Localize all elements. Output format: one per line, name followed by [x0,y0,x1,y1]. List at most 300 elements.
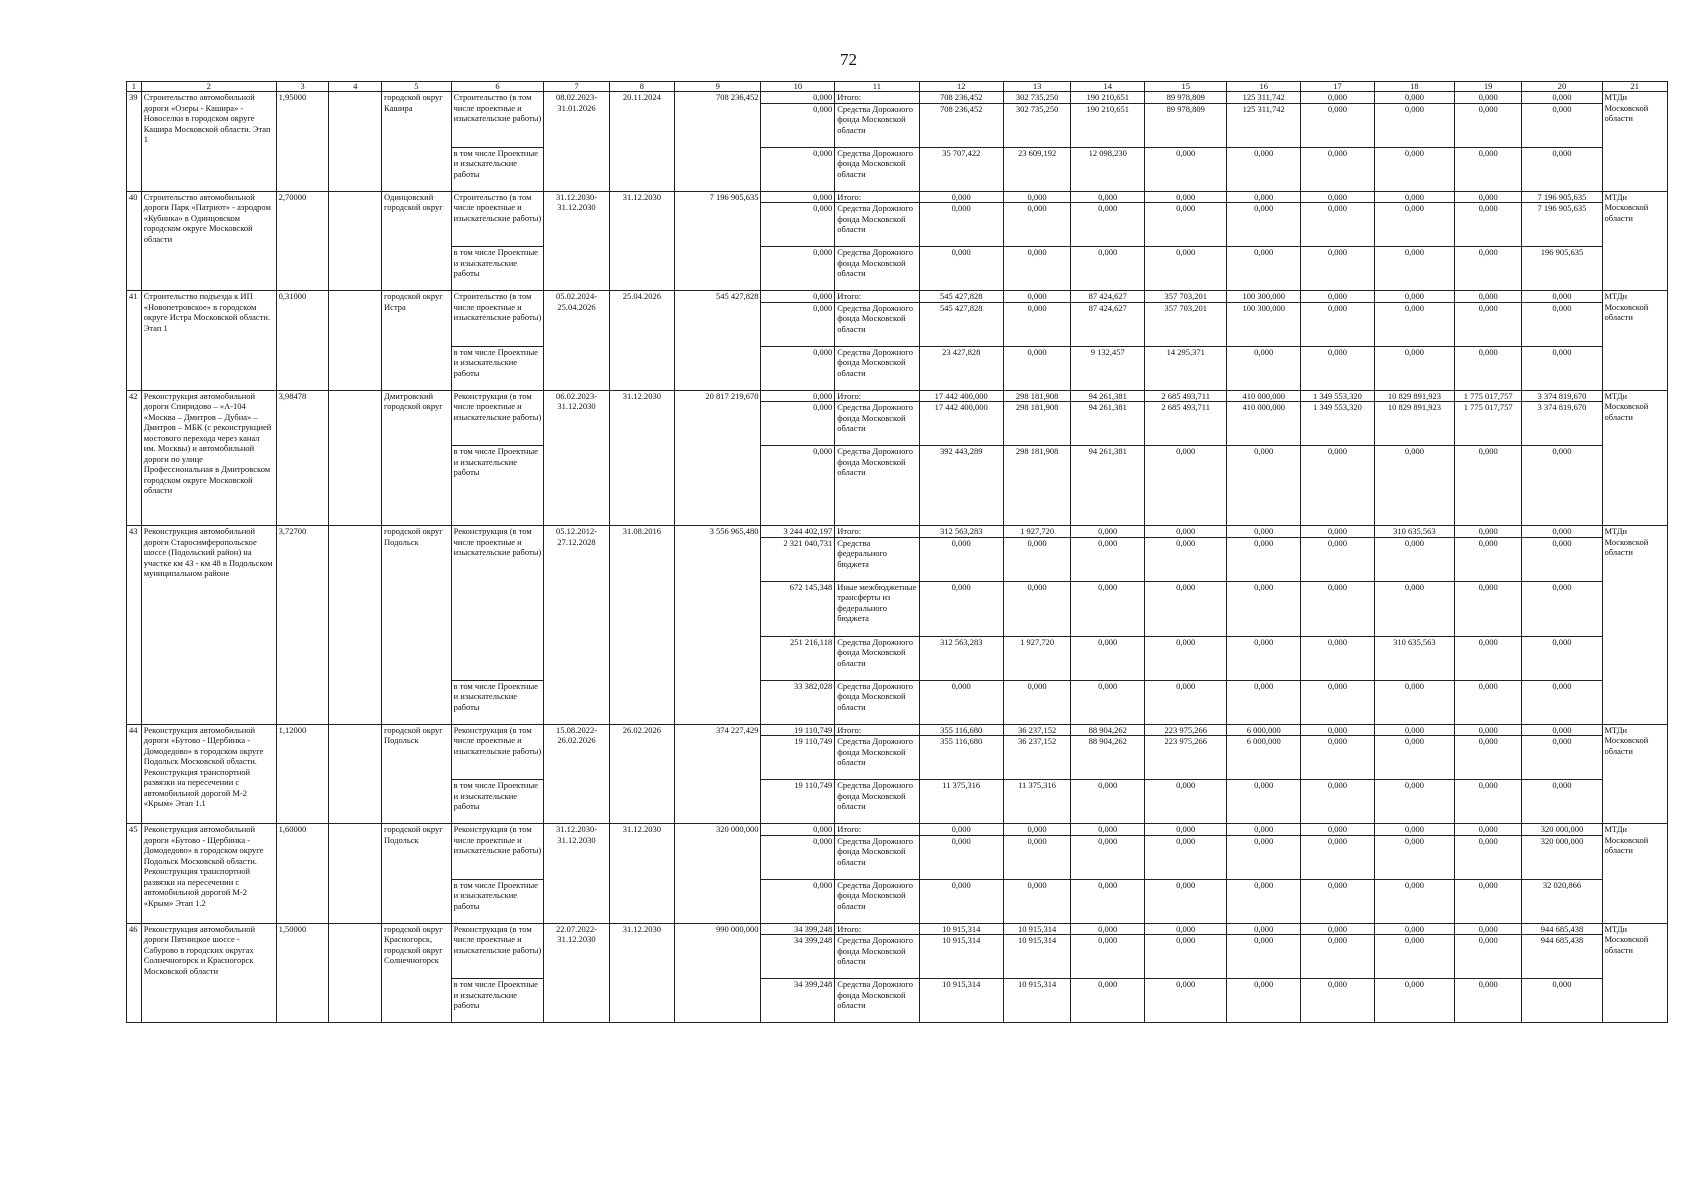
funding-source: Средства Дорожного фонда Московской области [835,979,919,1023]
column-header: 9 [675,82,761,92]
funding-value: 0,000 [1454,92,1521,104]
funding-value: 0,000 [1374,879,1454,923]
funding-value: 0,000 [1454,979,1521,1023]
funding-value: 355 116,680 [919,724,1003,736]
column-header: 8 [609,82,674,92]
work-type: Строительство (в том числе проектные и изыскательские работы) [451,291,544,347]
sub-work-type: в том числе Проектные и изыскательские работы [451,979,544,1023]
funding-value: 0,000 [1374,537,1454,581]
funding-value: 0,000 [1454,191,1521,203]
completion-date: 26.02.2026 [609,724,674,824]
territory: городской округ Истра [382,291,452,391]
table-row [127,824,1668,836]
funding-source: Средства Дорожного фонда Московской области [835,147,919,191]
funding-value: 1 775 017,757 [1454,390,1521,402]
funding-value: 0,000 [1071,203,1145,247]
funding-value: 196 905,635 [1522,247,1602,291]
funding-value: 1 927,720 [1003,526,1070,538]
funding-value: 190 210,651 [1071,92,1145,104]
funding-value: 0,000 [1374,923,1454,935]
funding-value: 10 915,314 [919,979,1003,1023]
work-period: 05.02.2024-25.04.2026 [544,291,609,391]
sub-work-type: в том числе Проектные и изыскательские работы [451,346,544,390]
paid-amount: 0,000 [761,402,835,446]
funding-value: 0,000 [1071,680,1145,724]
funding-value: 0,000 [1522,302,1602,346]
funding-source: Средства Дорожного фонда Московской области [835,879,919,923]
funding-value: 0,000 [1227,935,1301,979]
funding-value: 0,000 [1071,879,1145,923]
funding-value: 9 132,457 [1071,346,1145,390]
funding-value: 35 707,422 [919,147,1003,191]
funding-source: Средства Дорожного фонда Московской области [835,935,919,979]
funding-value: 0,000 [919,835,1003,879]
funding-value: 0,000 [1301,935,1375,979]
funding-value: 17 442 400,000 [919,402,1003,446]
column-header: 5 [382,82,452,92]
object-column-4 [329,191,382,291]
total-cost: 545 427,828 [675,291,761,391]
funding-value: 0,000 [1227,879,1301,923]
paid-amount: 3 244 402,197 [761,526,835,538]
territory: городской округ Подольск [382,824,452,924]
funding-value: 0,000 [1301,103,1375,147]
paid-amount: 251 216,118 [761,636,835,680]
funding-value: 0,000 [1301,191,1375,203]
column-header: 21 [1602,82,1668,92]
paid-amount: 0,000 [761,203,835,247]
funding-value: 0,000 [1301,446,1375,526]
funding-value: 10 915,314 [1003,979,1070,1023]
funding-value: 125 311,742 [1227,92,1301,104]
funding-value: 0,000 [1374,92,1454,104]
paid-amount: 0,000 [761,824,835,836]
funding-value: 0,000 [1374,302,1454,346]
funding-source: Иные межбюджетные трансферты из федерального бюджета [835,581,919,636]
column-header: 6 [451,82,544,92]
table-row [127,92,1668,104]
funding-value: 0,000 [919,824,1003,836]
column-header: 2 [141,82,276,92]
funding-value: 0,000 [1301,979,1375,1023]
table-row [127,191,1668,203]
funding-value: 0,000 [1454,923,1521,935]
sub-work-type: в том числе Проектные и изыскательские работы [451,780,544,824]
work-type: Строительство (в том числе проектные и изыскательские работы) [451,92,544,148]
completion-date: 31.12.2030 [609,923,674,1023]
funding-value: 0,000 [1227,203,1301,247]
column-header: 16 [1227,82,1301,92]
territory: городской округ Красногорск, городской округ Солнечногорск [382,923,452,1023]
funding-value: 36 237,152 [1003,724,1070,736]
object-length: 1,95000 [276,92,329,192]
funding-value: 0,000 [1454,537,1521,581]
funding-source: Средства Дорожного фонда Московской области [835,302,919,346]
row-number: 41 [127,291,142,391]
funding-value: 0,000 [1454,736,1521,780]
funding-source: Средства Дорожного фонда Московской области [835,636,919,680]
funding-value: 0,000 [1301,680,1375,724]
object-name: Реконструкция автомобильной дороги Пятницкое шоссе - Сабурово в городских округах Солнечногорск и Красногорск Московской области [141,923,276,1023]
funding-value: 944 685,438 [1522,923,1602,935]
object-column-4 [329,390,382,526]
funding-value: 0,000 [1227,446,1301,526]
funding-value: 190 210,651 [1071,103,1145,147]
territory: городской округ Кашира [382,92,452,192]
object-length: 3,98478 [276,390,329,526]
funding-value: 0,000 [1454,636,1521,680]
funding-value: 36 237,152 [1003,736,1070,780]
funding-value: 0,000 [1454,581,1521,636]
paid-amount: 19 110,749 [761,736,835,780]
funding-value: 2 685 493,711 [1145,402,1227,446]
row-number: 42 [127,390,142,526]
funding-value: 0,000 [1003,346,1070,390]
funding-value: 708 236,452 [919,92,1003,104]
funding-value: 0,000 [1454,147,1521,191]
funding-value: 0,000 [1145,526,1227,538]
funding-value: 0,000 [1071,526,1145,538]
funding-value: 0,000 [1522,103,1602,147]
column-header: 14 [1071,82,1145,92]
completion-date: 25.04.2026 [609,291,674,391]
total-cost: 374 227,429 [675,724,761,824]
funding-source: Средства Дорожного фонда Московской области [835,346,919,390]
funding-value: 0,000 [1145,446,1227,526]
funding-value: 0,000 [1003,537,1070,581]
funding-source: Итого: [835,526,919,538]
funding-source: Итого: [835,191,919,203]
funding-value: 298 181,908 [1003,402,1070,446]
paid-amount: 0,000 [761,390,835,402]
funding-value: 32 020,866 [1522,879,1602,923]
column-header: 10 [761,82,835,92]
funding-value: 0,000 [1227,247,1301,291]
funding-source: Итого: [835,923,919,935]
funding-source: Средства Дорожного фонда Московской области [835,736,919,780]
funding-value: 0,000 [1454,291,1521,303]
column-number-row [127,82,1668,92]
funding-value: 0,000 [1301,879,1375,923]
funding-source: Средства Дорожного фонда Московской области [835,402,919,446]
customer: МТДи Московской области [1602,526,1668,725]
funding-value: 0,000 [1003,835,1070,879]
funding-value: 0,000 [1071,191,1145,203]
funding-value: 0,000 [1454,879,1521,923]
funding-value: 298 181,908 [1003,446,1070,526]
funding-value: 0,000 [1454,346,1521,390]
completion-date: 31.08.2016 [609,526,674,725]
funding-value: 0,000 [1522,680,1602,724]
funding-value: 0,000 [1374,191,1454,203]
funding-source: Средства Дорожного фонда Московской области [835,203,919,247]
funding-value: 100 300,000 [1227,291,1301,303]
funding-value: 392 443,289 [919,446,1003,526]
completion-date: 20.11.2024 [609,92,674,192]
work-period: 22.07.2022-31.12.2030 [544,923,609,1023]
funding-value: 0,000 [1454,302,1521,346]
funding-value: 0,000 [1301,923,1375,935]
funding-value: 320 000,000 [1522,824,1602,836]
work-period: 31.12.2030-31.12.2030 [544,191,609,291]
funding-value: 0,000 [1374,346,1454,390]
funding-value: 0,000 [1003,581,1070,636]
column-header: 12 [919,82,1003,92]
funding-source: Итого: [835,291,919,303]
row-number: 45 [127,824,142,924]
funding-value: 0,000 [1522,346,1602,390]
column-header: 17 [1301,82,1375,92]
funding-value: 0,000 [1374,979,1454,1023]
table-row [127,724,1668,736]
funding-value: 0,000 [1374,103,1454,147]
funding-value: 357 703,201 [1145,291,1227,303]
column-header: 3 [276,82,329,92]
funding-value: 298 181,908 [1003,390,1070,402]
funding-value: 320 000,000 [1522,835,1602,879]
paid-amount: 0,000 [761,92,835,104]
object-name: Строительство автомобильной дороги Парк «Патриот» - аэродром «Кубинка» в Одинцовском городском округе Московской области [141,191,276,291]
funding-value: 12 098,230 [1071,147,1145,191]
funding-value: 0,000 [1227,147,1301,191]
funding-value: 708 236,452 [919,103,1003,147]
column-header: 19 [1454,82,1521,92]
funding-value: 1 775 017,757 [1454,402,1521,446]
funding-value: 0,000 [1145,247,1227,291]
work-period: 31.12.2030-31.12.2030 [544,824,609,924]
funding-value: 0,000 [1227,824,1301,836]
funding-value: 0,000 [1227,780,1301,824]
funding-value: 0,000 [1227,526,1301,538]
funding-value: 3 374 819,670 [1522,402,1602,446]
funding-value: 6 000,000 [1227,736,1301,780]
paid-amount: 34 399,248 [761,923,835,935]
funding-source: Средства федерального бюджета [835,537,919,581]
funding-value: 10 915,314 [919,923,1003,935]
funding-value: 0,000 [1454,203,1521,247]
funding-value: 0,000 [1374,446,1454,526]
funding-value: 0,000 [1071,247,1145,291]
funding-value: 312 563,283 [919,526,1003,538]
funding-value: 0,000 [1003,824,1070,836]
funding-value: 0,000 [1003,302,1070,346]
funding-value: 0,000 [1071,935,1145,979]
customer: МТДи Московской области [1602,390,1668,526]
funding-value: 100 300,000 [1227,302,1301,346]
funding-value: 0,000 [919,203,1003,247]
sub-work-type: в том числе Проектные и изыскательские работы [451,147,544,191]
funding-value: 0,000 [1227,537,1301,581]
funding-value: 0,000 [1454,724,1521,736]
object-name: Реконструкция автомобильной дороги «Бутово - Щербинка - Домодедово» в городском округе Подольск Московской области. Реконструкция транспортной развязки на пересечении с автомобильной дорогой М-2 «Крым» Этап 1.1 [141,724,276,824]
paid-amount: 0,000 [761,346,835,390]
funding-value: 10 915,314 [1003,935,1070,979]
funding-value: 0,000 [1454,103,1521,147]
funding-source: Средства Дорожного фонда Московской области [835,247,919,291]
object-column-4 [329,526,382,725]
funding-value: 0,000 [1145,923,1227,935]
paid-amount: 19 110,749 [761,724,835,736]
funding-value: 87 424,627 [1071,302,1145,346]
funding-value: 0,000 [1227,346,1301,390]
row-number: 43 [127,526,142,725]
funding-value: 0,000 [919,537,1003,581]
work-type: Реконструкция (в том числе проектные и изыскательские работы) [451,724,544,780]
funding-value: 0,000 [1374,935,1454,979]
funding-source: Средства Дорожного фонда Московской области [835,780,919,824]
paid-amount: 0,000 [761,247,835,291]
funding-value: 0,000 [1145,537,1227,581]
funding-value: 302 735,250 [1003,92,1070,104]
funding-value: 0,000 [1522,526,1602,538]
funding-value: 0,000 [1145,191,1227,203]
object-column-4 [329,724,382,824]
sub-work-type: в том числе Проектные и изыскательские работы [451,446,544,526]
customer: МТДи Московской области [1602,824,1668,924]
funding-value: 0,000 [1071,923,1145,935]
funding-source: Итого: [835,824,919,836]
column-header: 15 [1145,82,1227,92]
total-cost: 20 817 219,670 [675,390,761,526]
table-row [127,923,1668,935]
funding-value: 11 375,316 [919,780,1003,824]
work-type: Реконструкция (в том числе проектные и изыскательские работы) [451,526,544,681]
funding-value: 94 261,381 [1071,446,1145,526]
funding-value: 223 975,266 [1145,736,1227,780]
row-number: 39 [127,92,142,192]
funding-value: 0,000 [1301,724,1375,736]
funding-value: 7 196 905,635 [1522,203,1602,247]
funding-value: 0,000 [1003,247,1070,291]
funding-value: 0,000 [919,680,1003,724]
object-name: Реконструкция автомобильной дороги «Бутово - Щербинка - Домодедово» в городском округе Подольск Московской области. Реконструкция транспортной развязки на пересечении с автомобильной дорогой М-2 «Крым» Этап 1.2 [141,824,276,924]
funding-value: 0,000 [1301,636,1375,680]
object-length: 3,72700 [276,526,329,725]
work-type: Строительство (в том числе проектные и изыскательские работы) [451,191,544,247]
funding-value: 0,000 [1227,581,1301,636]
funding-value: 0,000 [1301,302,1375,346]
funding-source: Итого: [835,724,919,736]
completion-date: 31.12.2030 [609,390,674,526]
column-header: 20 [1522,82,1602,92]
funding-value: 3 374 819,670 [1522,390,1602,402]
funding-value: 0,000 [1522,581,1602,636]
funding-value: 0,000 [1301,247,1375,291]
paid-amount: 34 399,248 [761,979,835,1023]
object-length: 1,50000 [276,923,329,1023]
territory: городской округ Подольск [382,526,452,725]
customer: МТДи Московской области [1602,191,1668,291]
object-name: Реконструкция автомобильной дороги Старосимферопольское шоссе (Подольский район) на участке км 43 - км 48 в Подольском муниципальном районе [141,526,276,725]
table-row [127,390,1668,402]
funding-value: 0,000 [1522,724,1602,736]
paid-amount: 0,000 [761,147,835,191]
funding-value: 89 978,809 [1145,92,1227,104]
funding-value: 0,000 [1227,835,1301,879]
funding-value: 0,000 [1301,780,1375,824]
funding-value: 0,000 [1522,537,1602,581]
funding-value: 0,000 [1454,680,1521,724]
funding-value: 0,000 [919,247,1003,291]
funding-value: 0,000 [1227,923,1301,935]
paid-amount: 19 110,749 [761,780,835,824]
total-cost: 320 000,000 [675,824,761,924]
funding-value: 89 978,809 [1145,103,1227,147]
funding-value: 0,000 [1301,291,1375,303]
column-header: 11 [835,82,919,92]
funding-value: 0,000 [1374,824,1454,836]
work-period: 05.12.2012-27.12.2028 [544,526,609,725]
object-length: 1,12000 [276,724,329,824]
funding-value: 0,000 [1227,191,1301,203]
funding-value: 0,000 [1145,636,1227,680]
funding-value: 0,000 [1071,780,1145,824]
territory: Дмитровский городской округ [382,390,452,526]
funding-value: 310 635,563 [1374,526,1454,538]
funding-value: 0,000 [1145,879,1227,923]
object-length: 0,31000 [276,291,329,391]
funding-value: 7 196 905,635 [1522,191,1602,203]
funding-source: Средства Дорожного фонда Московской области [835,446,919,526]
funding-value: 0,000 [1071,537,1145,581]
total-cost: 708 236,452 [675,92,761,192]
funding-value: 0,000 [1003,291,1070,303]
funding-value: 302 735,250 [1003,103,1070,147]
funding-value: 0,000 [1301,203,1375,247]
work-type: Реконструкция (в том числе проектные и изыскательские работы) [451,390,544,446]
funding-source: Средства Дорожного фонда Московской области [835,103,919,147]
funding-value: 125 311,742 [1227,103,1301,147]
funding-value: 23 609,192 [1003,147,1070,191]
sub-work-type: в том числе Проектные и изыскательские работы [451,680,544,724]
work-type: Реконструкция (в том числе проектные и изыскательские работы) [451,923,544,979]
object-column-4 [329,923,382,1023]
funding-value: 88 904,262 [1071,724,1145,736]
funding-source: Средства Дорожного фонда Московской области [835,835,919,879]
funding-value: 0,000 [919,581,1003,636]
funding-value: 0,000 [1522,636,1602,680]
total-cost: 990 000,000 [675,923,761,1023]
funding-value: 0,000 [1454,780,1521,824]
funding-value: 0,000 [1145,979,1227,1023]
funding-value: 0,000 [1522,291,1602,303]
total-cost: 7 196 905,635 [675,191,761,291]
work-period: 15.08.2022-26.02.2026 [544,724,609,824]
funding-value: 355 116,680 [919,736,1003,780]
column-header: 7 [544,82,609,92]
paid-amount: 0,000 [761,446,835,526]
funding-value: 94 261,381 [1071,402,1145,446]
funding-value: 2 685 493,711 [1145,390,1227,402]
funding-value: 0,000 [1071,979,1145,1023]
funding-value: 6 000,000 [1227,724,1301,736]
funding-value: 0,000 [1003,680,1070,724]
paid-amount: 672 145,348 [761,581,835,636]
funding-value: 10 915,314 [1003,923,1070,935]
object-name: Строительство автомобильной дороги «Озеры - Кашира» - Новоселки в городском округе Кашира Московской области. Этап 1 [141,92,276,192]
total-cost: 3 556 965,480 [675,526,761,725]
column-header: 4 [329,82,382,92]
object-length: 1,60000 [276,824,329,924]
funding-value: 0,000 [1301,346,1375,390]
funding-value: 0,000 [1301,824,1375,836]
funding-value: 0,000 [1071,835,1145,879]
funding-value: 0,000 [1454,247,1521,291]
funding-value: 0,000 [1454,446,1521,526]
funding-value: 0,000 [1145,581,1227,636]
row-number: 40 [127,191,142,291]
funding-value: 0,000 [1374,291,1454,303]
